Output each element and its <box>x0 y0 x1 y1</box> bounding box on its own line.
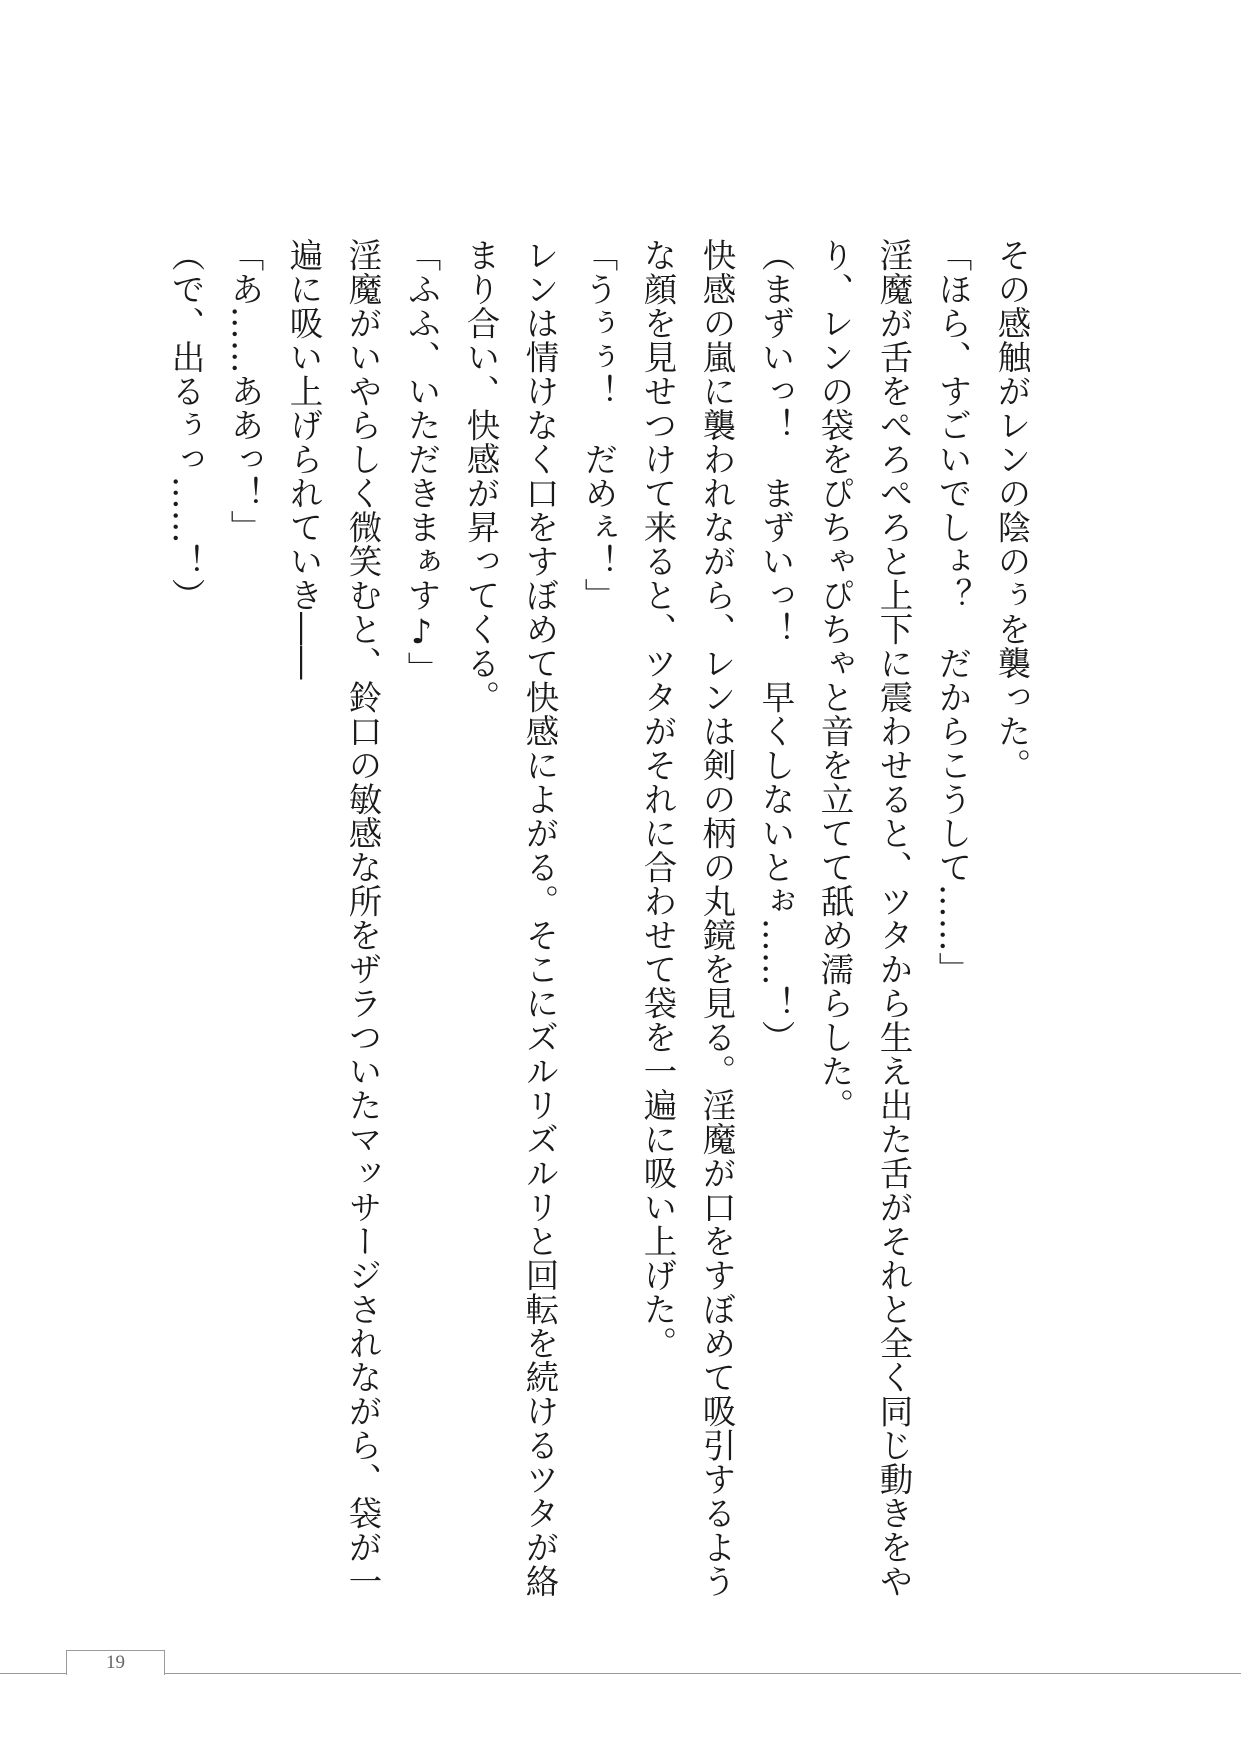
paragraph: 淫魔が舌をぺろぺろと上下に震わせると、ツタから生え出た舌がそれと全く同じ動きをやり、レンの袋をぴちゃぴちゃと音を立てて舐め濡らした。 <box>815 238 913 1598</box>
paragraph: 「あ……ああっ！」 <box>225 238 264 544</box>
vertical-text-body <box>156 238 1041 1618</box>
page-footer <box>0 1648 1241 1678</box>
paragraph: 「ほら、すごいでしょ？ だからこうして……」 <box>933 238 972 986</box>
paragraph: レンは情けなく口をすぼめて快感によがる。そこにズルリズルリと回転を続けるツタが絡まり合い、快感が昇ってくる。 <box>461 238 559 1598</box>
paragraph: 淫魔がいやらしく微笑むと、鈴口の敏感な所をザラついたマッサージされながら、袋が一遍に吸い上げられていき―― <box>284 238 382 1598</box>
paragraph: （で、出るぅっ……！） <box>166 238 205 612</box>
page-number: 19 <box>66 1650 165 1675</box>
paragraph: その感触がレンの陰のぅを襲った。 <box>992 238 1031 782</box>
paragraph: 「ふふ、いただきまぁす♪」 <box>402 238 441 686</box>
paragraph: 「うぅぅ！ だめぇ！」 <box>579 238 618 612</box>
footer-rule <box>0 1673 1241 1674</box>
paragraph: 快感の嵐に襲われながら、レンは剣の柄の丸鏡を見る。淫魔が口をすぼめて吸引するような顔を見せつけて来ると、ツタがそれに合わせて袋を一遍に吸い上げた。 <box>638 238 736 1598</box>
paragraph: （まずいっ！ まずいっ！ 早くしないとぉ……！） <box>756 238 795 1054</box>
